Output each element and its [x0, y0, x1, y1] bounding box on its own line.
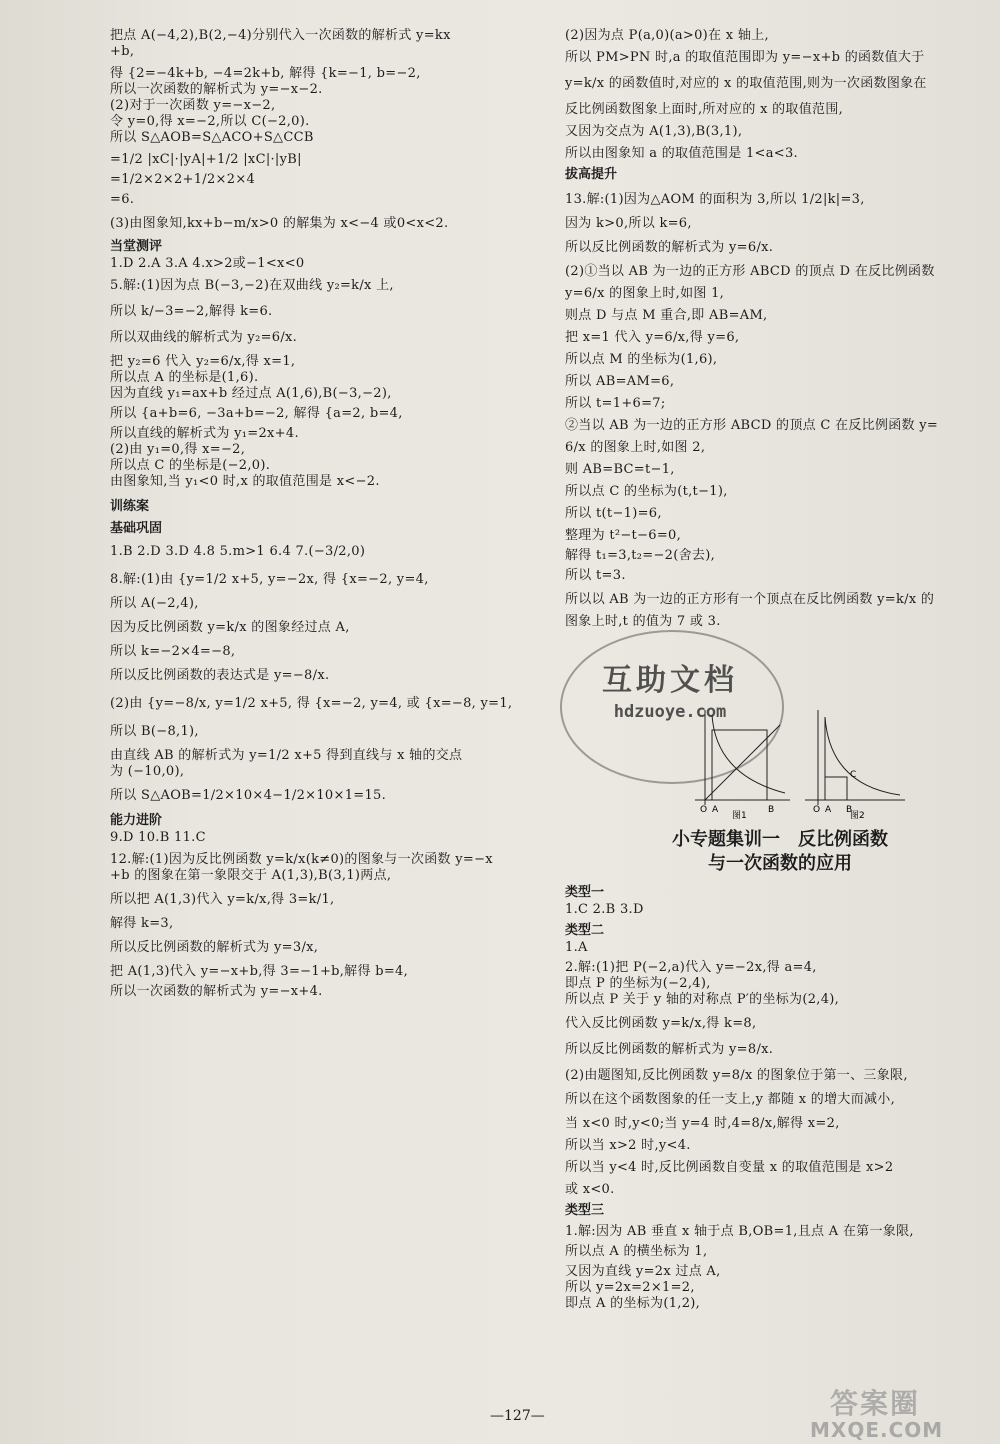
- text-line: 所以 t=3.: [565, 568, 626, 583]
- text-line: +b 的图象在第一象限交于 A(1,3),B(3,1)两点,: [110, 868, 392, 883]
- text-line: (2)由 y₁=0,得 x=−2,: [110, 442, 246, 457]
- section-title-line-2: 与一次函数的应用: [708, 853, 852, 874]
- fig1-label-o: O: [700, 805, 708, 815]
- right-column-lower: [565, 880, 995, 1312]
- text-line: 所以一次函数的解析式为 y=−x−2.: [110, 82, 323, 97]
- text-line: 所以当 y<4 时,反比例函数自变量 x 的取值范围是 x>2: [565, 1160, 894, 1175]
- text-line: 1.C 2.B 3.D: [565, 902, 644, 917]
- section-heading: 能力进阶: [110, 813, 163, 828]
- text-line: 由图象知,当 y₁<0 时,x 的取值范围是 x<−2.: [110, 474, 380, 489]
- text-line: 所以直线的解析式为 y₁=2x+4.: [110, 426, 299, 441]
- text-line: 所以点 M 的坐标为(1,6),: [565, 352, 718, 367]
- section-heading: 当堂测评: [110, 239, 163, 254]
- text-line: 9.D 10.B 11.C: [110, 830, 206, 845]
- text-line: 整理为 t²−t−6=0,: [565, 528, 682, 543]
- text-line: 5.解:(1)因为点 B(−3,−2)在双曲线 y₂=k/x 上,: [110, 278, 394, 293]
- fig2-label-a: A: [825, 805, 832, 815]
- text-line: 由直线 AB 的解析式为 y=1/2 x+5 得到直线与 x 轴的交点: [110, 748, 463, 763]
- text-line: 为 (−10,0),: [110, 764, 185, 779]
- text-line: ②当以 AB 为一边的正方形 ABCD 的顶点 C 在反比例函数 y=: [565, 418, 939, 433]
- watermark-logo-text: 答案圈: [830, 1387, 921, 1420]
- section-title: [565, 828, 995, 876]
- text-line: 解得 k=3,: [110, 916, 174, 931]
- section-heading: 基础巩固: [110, 521, 163, 536]
- text-line: 所以点 C 的坐标是(−2,0).: [110, 458, 271, 473]
- text-line: 把 y₂=6 代入 y₂=6/x,得 x=1,: [110, 354, 296, 369]
- figure-2: [805, 710, 905, 805]
- text-line: 则点 D 与点 M 重合,即 AB=AM,: [565, 308, 768, 323]
- text-line: 当 x<0 时,y<0;当 y=4 时,4=8/x,解得 x=2,: [565, 1116, 840, 1131]
- text-line: 因为直线 y₁=ax+b 经过点 A(1,6),B(−3,−2),: [110, 386, 392, 401]
- text-line: y=6/x 的图象上时,如图 1,: [565, 286, 725, 301]
- right-column: [565, 28, 995, 630]
- text-line: 所以由图象知 a 的取值范围是 1<a<3.: [565, 146, 798, 161]
- text-line: 因为 k>0,所以 k=6,: [565, 216, 692, 231]
- text-line: 所以当 x>2 时,y<4.: [565, 1138, 691, 1153]
- text-line: 所以双曲线的解析式为 y₂=6/x.: [110, 330, 298, 345]
- text-line: (3)由图象知,kx+b−m/x>0 的解集为 x<−4 或0<x<2.: [110, 216, 449, 231]
- text-line: (2)因为点 P(a,0)(a>0)在 x 轴上,: [565, 28, 769, 43]
- text-line: 所以点 C 的坐标为(t,t−1),: [565, 484, 728, 499]
- figure-1: [695, 710, 790, 805]
- text-line: 1.解:因为 AB 垂直 x 轴于点 B,OB=1,且点 A 在第一象限,: [565, 1224, 914, 1239]
- text-line: =1/2 |xC|·|yA|+1/2 |xC|·|yB|: [110, 152, 302, 167]
- text-line: 8.解:(1)由 {y=1/2 x+5, y=−2x, 得 {x=−2, y=4,: [110, 572, 429, 587]
- text-line: 即点 P 的坐标为(−2,4),: [565, 976, 711, 991]
- text-line: 所以点 P 关于 y 轴的对称点 P′的坐标为(2,4),: [565, 992, 840, 1007]
- text-line: =6.: [110, 192, 135, 207]
- text-line: 所以一次函数的解析式为 y=−x+4.: [110, 984, 323, 999]
- section-heading: 训练案: [110, 499, 150, 514]
- text-line: 得 {2=−4k+b, −4=2k+b, 解得 {k=−1, b=−2,: [110, 66, 421, 81]
- text-line: y=k/x 的函数值时,对应的 x 的取值范围,则为一次函数图象在: [565, 76, 927, 91]
- section-heading: 类型三: [565, 1203, 605, 1218]
- text-line: (2)由 {y=−8/x, y=1/2 x+5, 得 {x=−2, y=4, 或 {x=−8, y=1,: [110, 696, 513, 711]
- text-line: 6/x 的图象上时,如图 2,: [565, 440, 706, 455]
- fig2-label-o: O: [813, 805, 821, 815]
- text-line: 所以把 A(1,3)代入 y=k/x,得 3=k/1,: [110, 892, 335, 907]
- text-line: 图象上时,t 的值为 7 或 3.: [565, 614, 721, 629]
- text-line: 所以点 A 的坐标是(1,6).: [110, 370, 259, 385]
- text-line: 又因为直线 y=2x 过点 A,: [565, 1264, 721, 1279]
- text-line: 又因为交点为 A(1,3),B(3,1),: [565, 124, 743, 139]
- text-line: (2)对于一次函数 y=−x−2,: [110, 98, 276, 113]
- text-line: 所以 S△AOB=1/2×10×4−1/2×10×1=15.: [110, 788, 387, 803]
- text-line: 2.解:(1)把 P(−2,a)代入 y=−2x,得 a=4,: [565, 960, 817, 975]
- text-line: +b,: [110, 44, 135, 59]
- text-line: 所以在这个函数图象的任一支上,y 都随 x 的增大而减小,: [565, 1092, 896, 1107]
- text-line: 所以点 A 的横坐标为 1,: [565, 1244, 708, 1259]
- text-line: 把点 A(−4,2),B(2,−4)分别代入一次函数的解析式 y=kx: [110, 28, 451, 43]
- text-line: 所以反比例函数的解析式为 y=6/x.: [565, 240, 774, 255]
- text-line: 所以 k/−3=−2,解得 k=6.: [110, 304, 273, 319]
- text-line: 所以 AB=AM=6,: [565, 374, 675, 389]
- text-line: 所以 {a+b=6, −3a+b=−2, 解得 {a=2, b=4,: [110, 406, 403, 421]
- text-line: 所以反比例函数的表达式是 y=−8/x.: [110, 668, 330, 683]
- text-line: 把 A(1,3)代入 y=−x+b,得 3=−1+b,解得 b=4,: [110, 964, 409, 979]
- text-line: (2)①当以 AB 为一边的正方形 ABCD 的顶点 D 在反比例函数: [565, 264, 935, 279]
- text-line: 则 AB=BC=t−1,: [565, 462, 675, 477]
- text-line: 所以 k=−2×4=−8,: [110, 644, 236, 659]
- text-line: 所以 t=1+6=7;: [565, 396, 666, 411]
- text-line: 12.解:(1)因为反比例函数 y=k/x(k≠0)的图象与一次函数 y=−x: [110, 852, 493, 867]
- text-line: 或 x<0.: [565, 1182, 615, 1197]
- text-line: 1.A: [565, 940, 588, 955]
- fig1-caption: 图1: [732, 811, 747, 820]
- text-line: 1.B 2.D 3.D 4.8 5.m>1 6.4 7.(−3/2,0): [110, 544, 366, 559]
- page-number: —127—: [490, 1408, 545, 1424]
- fig1-label-b: B: [768, 805, 775, 815]
- section-heading: 拔高提升: [565, 167, 618, 182]
- text-line: 13.解:(1)因为△AOM 的面积为 3,所以 1/2|k|=3,: [565, 192, 865, 207]
- text-line: 因为反比例函数 y=k/x 的图象经过点 A,: [110, 620, 350, 635]
- text-line: 代入反比例函数 y=k/x,得 k=8,: [565, 1016, 757, 1031]
- text-line: 所以反比例函数的解析式为 y=8/x.: [565, 1042, 774, 1057]
- section-heading: 类型二: [565, 923, 605, 938]
- watermark-url-text: MXQE.COM: [810, 1418, 944, 1442]
- fig2-label-c: C: [850, 770, 857, 780]
- text-line: 所以 t(t−1)=6,: [565, 506, 662, 521]
- text-line: 所以 S△AOB=S△ACO+S△CCB: [110, 130, 314, 145]
- text-line: (2)由题图知,反比例函数 y=8/x 的图象位于第一、三象限,: [565, 1068, 908, 1083]
- section-title-line-1: 小专题集训一 反比例函数: [672, 829, 888, 850]
- text-line: 令 y=0,得 x=−2,所以 C(−2,0).: [110, 114, 310, 129]
- text-line: 所以 PM>PN 时,a 的取值范围即为 y=−x+b 的函数值大于: [565, 50, 925, 65]
- fig1-label-a: A: [712, 805, 719, 815]
- text-line: 反比例函数图象上面时,所对应的 x 的取值范围,: [565, 102, 844, 117]
- text-line: =1/2×2×2+1/2×2×4: [110, 172, 256, 187]
- text-line: 解得 t₁=3,t₂=−2(舍去),: [565, 548, 716, 563]
- text-line: 所以 A(−2,4),: [110, 596, 199, 611]
- text-line: 所以以 AB 为一边的正方形有一个顶点在反比例函数 y=k/x 的: [565, 592, 935, 607]
- fig2-label-b: B: [846, 805, 853, 815]
- stamp-url-text: hdzuoye.com: [613, 702, 727, 722]
- text-line: 所以反比例函数的解析式为 y=3/x,: [110, 940, 319, 955]
- fig2-caption: 图2: [850, 811, 865, 820]
- text-line: 所以 B(−8,1),: [110, 724, 199, 739]
- stamp-main-text: 互助文档: [602, 663, 738, 698]
- left-column: [110, 28, 550, 1000]
- section-heading: 类型一: [565, 885, 605, 900]
- text-line: 所以 y=2x=2×1=2,: [565, 1280, 695, 1295]
- text-line: 1.D 2.A 3.A 4.x>2或−1<x<0: [110, 256, 305, 271]
- text-line: 即点 A 的坐标为(1,2),: [565, 1296, 701, 1311]
- text-line: 把 x=1 代入 y=6/x,得 y=6,: [565, 330, 740, 345]
- figures: [690, 705, 910, 820]
